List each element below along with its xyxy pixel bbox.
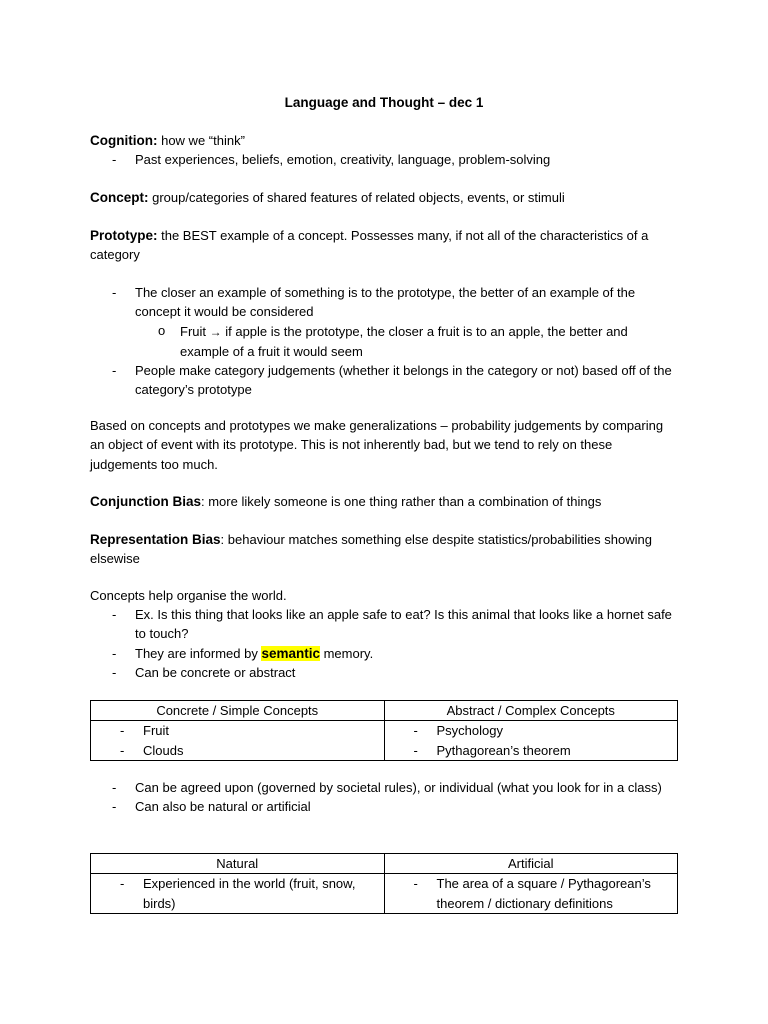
prototype-definition: [90, 226, 680, 265]
table-row: [91, 721, 678, 761]
conjunction-bias-definition: [90, 492, 680, 511]
list-item: - The closer an example of something is to the prototype, the better of an example of the concept it would be considered o Fruit → if apple is the prototype, the closer a fruit is to an apple, the better and example of a fruit it would seem: [90, 283, 680, 361]
natural-artificial-table: [90, 853, 678, 914]
list-item: - Psychology: [413, 723, 503, 739]
prototype-sublist: [135, 322, 680, 362]
prototype-list: [90, 283, 680, 400]
list-item: - Experienced in the world (fruit, snow, birds): [120, 876, 356, 911]
sub-list-item: o Fruit → if apple is the prototype, the closer a fruit is to an apple, the better and example of a fruit it would seem: [158, 322, 628, 359]
list-item: - Ex. Is this thing that looks like an apple safe to eat? Is this animal that looks like a hornet safe to touch?: [112, 607, 672, 642]
concepts-help-list: [90, 605, 680, 682]
list-item: - People make category judgements (whether it belongs in the category or not) based off of the category’s prototype: [112, 363, 672, 398]
concepts-help-intro: Concepts help organise the world.: [90, 588, 287, 603]
table-header-row: [91, 701, 678, 721]
cognition-definition: [90, 131, 680, 150]
table-header: Artificial: [384, 854, 678, 874]
table-header: Concrete / Simple Concepts: [91, 701, 385, 721]
concept-text: group/categories of shared features of related objects, events, or stimuli: [148, 190, 565, 205]
prototype-term: Prototype:: [90, 228, 158, 243]
list-item: - They are informed by semantic memory.: [112, 645, 374, 661]
concept-definition: [90, 188, 680, 207]
cognition-text: how we “think”: [157, 133, 245, 148]
semantic-highlight: semantic: [261, 645, 320, 661]
document-title: Language and Thought – dec 1: [284, 95, 484, 110]
representation-bias-term: Representation Bias: [90, 532, 221, 547]
list-item: - Past experiences, beliefs, emotion, creativity, language, problem-solving: [112, 152, 551, 167]
list-item: - Pythagorean’s theorem: [413, 742, 571, 758]
concept-term: Concept:: [90, 190, 149, 205]
table-cell: [384, 874, 678, 914]
conjunction-bias-term: Conjunction Bias: [90, 494, 201, 509]
generalizations-paragraph: Based on concepts and prototypes we make generalizations – probability judgements by comparing an object of event with its prototype. This is not inherently bad, but we tend to rely on these judgements too much.: [90, 418, 664, 472]
list-item: - Clouds: [120, 742, 184, 758]
table-header: Natural: [91, 854, 385, 874]
table-cell: [384, 721, 678, 761]
right-arrow-icon: →: [209, 324, 222, 339]
conjunction-bias-text: : more likely someone is one thing rather than a combination of things: [201, 494, 602, 509]
representation-bias-text: : behaviour matches something else despite statistics/probabilities showing elsewise: [90, 532, 652, 567]
cognition-term: Cognition:: [90, 133, 158, 148]
list-item: - Can be agreed upon (governed by societal rules), or individual (what you look for in a class): [112, 780, 662, 795]
list-item: - Can also be natural or artificial: [112, 799, 311, 815]
representation-bias-definition: [90, 530, 680, 569]
table-header: Abstract / Complex Concepts: [384, 701, 678, 721]
cognition-list: [90, 150, 680, 169]
table-header-row: [91, 854, 678, 874]
prototype-text: the BEST example of a concept. Possesses many, if not all of the characteristics of a category: [90, 228, 649, 263]
list-item: - The area of a square / Pythagorean’s theorem / dictionary definitions: [413, 876, 651, 911]
table-cell: [91, 721, 385, 761]
table-cell: [91, 874, 385, 914]
concrete-abstract-table: [90, 700, 678, 761]
agreed-list: [90, 778, 680, 817]
list-item: - Fruit: [120, 723, 169, 739]
list-item: - Can be concrete or abstract: [112, 664, 296, 680]
table-row: [91, 874, 678, 914]
